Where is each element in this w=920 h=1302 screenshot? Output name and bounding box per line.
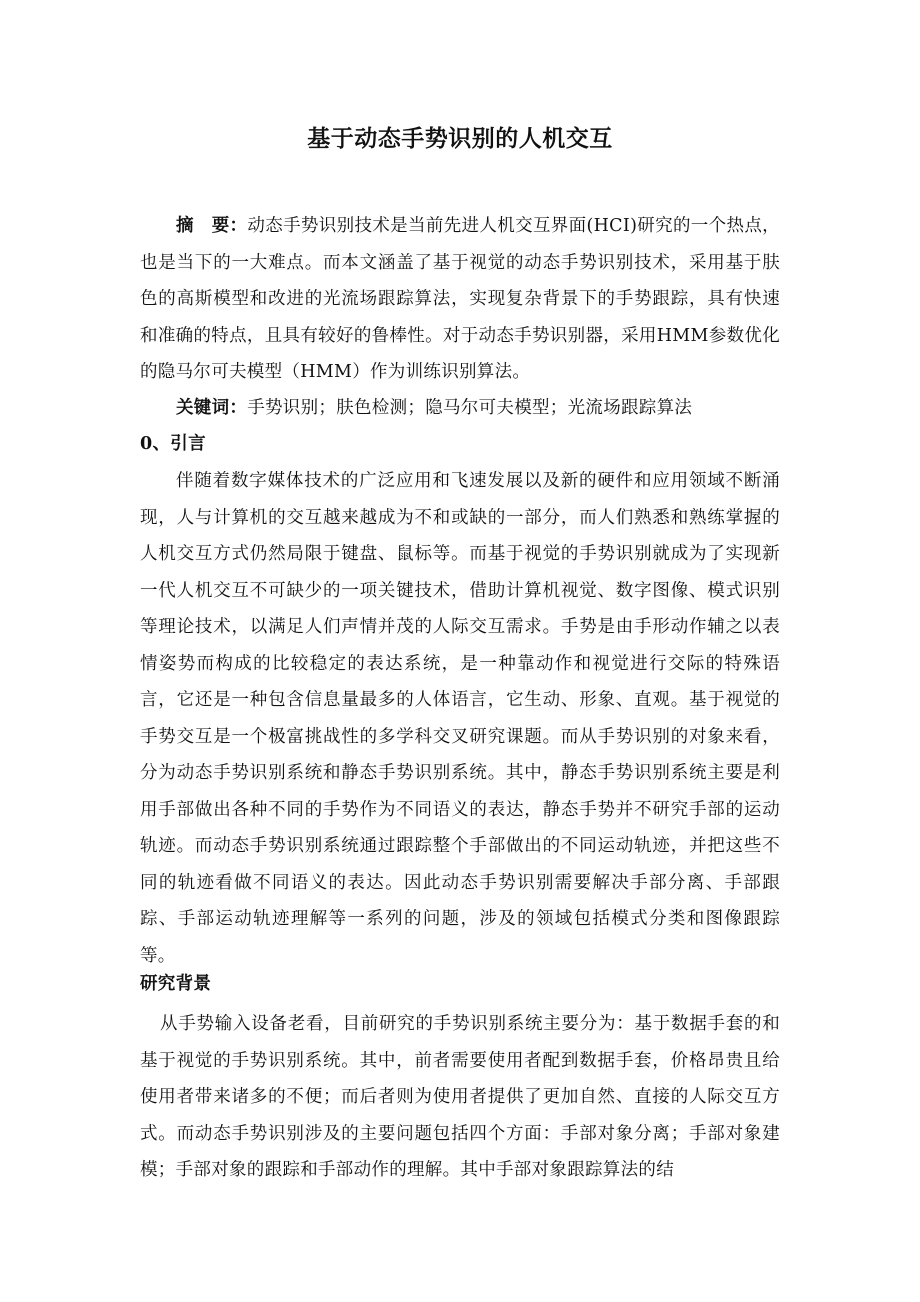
abstract-paragraph	[140, 208, 780, 391]
keywords-label: 关键词：	[176, 398, 248, 418]
keywords-paragraph	[140, 390, 780, 427]
background-paragraph: 从手势输入设备老看，目前研究的手势识别系统主要分为：基于数据手套的和基于视觉的手势识别系统。其中，前者需要使用者配到数据手套，价格昂贵且给使用者带来诸多的不便；而后者则为使用者提供了更加自然、直接的人际交互方式。而动态手势识别涉及的主要问题包括四个方面：手部对象分离；手部对象建模；手部对象的跟踪和手部动作的理解。其中手部对象跟踪算法的结	[140, 1014, 780, 1180]
intro-paragraph: 伴随着数字媒体技术的广泛应用和飞速发展以及新的硬件和应用领域不断涌现，人与计算机的交互越来越成为不和或缺的一部分，而人们熟悉和熟练掌握的人机交互方式仍然局限于键盘、鼠标等。而基于视觉的手势识别就成为了实现新一代人机交互不可缺少的一项关键技术，借助计算机视觉、数字图像、模式识别等理论技术，以满足人们声情并茂的人际交互需求。手势是由手形动作辅之以表情姿势而构成的比较稳定的表达系统，是一种靠动作和视觉进行交际的特殊语言，它还是一种包含信息量最多的人体语言，它生动、形象、直观。基于视觉的手势交互是一个极富挑战性的多学科交叉研究课题。而从手势识别的对象来看，分为动态手势识别系统和静态手势识别系统。其中，静态手势识别系统主要是利用手部做出各种不同的手势作为不同语义的表达，静态手势并不研究手部的运动轨迹。而动态手势识别系统通过跟踪整个手部做出的不同运动轨迹，并把这些不同的轨迹看做不同语义的表达。因此动态手势识别需要解决手部分离、手部跟踪、手部运动轨迹理解等一系列的问题，涉及的领域包括模式分类和图像跟踪等。	[140, 471, 780, 966]
paper-title: 基于动态手势识别的人机交互	[307, 125, 613, 152]
intro-heading: 0、引言	[140, 434, 206, 454]
background-heading: 研究背景	[140, 974, 212, 994]
keywords-text: 手势识别；肤色检测；隐马尔可夫模型；光流场跟踪算法	[247, 398, 693, 418]
abstract-text: 动态手势识别技术是当前先进人机交互界面(HCI)研究的一个热点，也是当下的一大难点。而本文涵盖了基于视觉的动态手势识别技术，采用基于肤色的高斯模型和改进的光流场跟踪算法，实现复杂背景下的手势跟踪，具有快速和准确的特点，且具有较好的鲁棒性。对于动态手势识别器，采用HMM参数优化的隐马尔可夫模型（HMM）作为训练识别算法。	[140, 216, 780, 382]
abstract-label: 摘 要：	[176, 216, 248, 236]
